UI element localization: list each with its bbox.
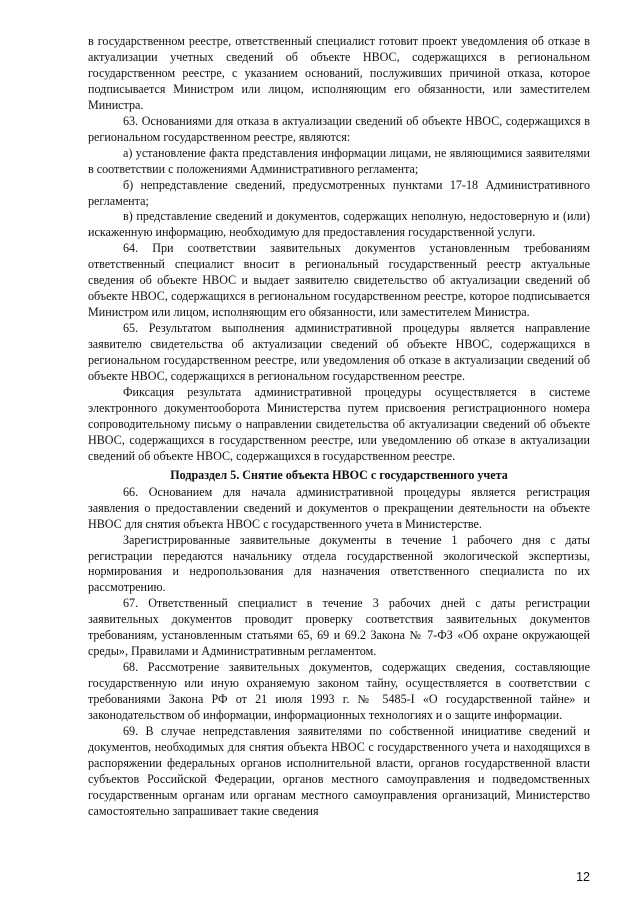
page-number: 12 bbox=[576, 870, 590, 884]
document-page bbox=[88, 34, 590, 820]
paragraph-63: 63. Основаниями для отказа в актуализации сведений об объекте НВОС, содержащихся в региональном государственном реестре, являются: bbox=[88, 113, 590, 144]
paragraph-64: 64. При соответствии заявительных документов установленным требованиям ответственный специалист вносит в региональный государственный реестр актуальные сведения об объекте НВОС и выдает заявителю свидетельство об актуализации сведений об объекте НВОС, содержащихся в региональном государственном реестре, которое подписывается Министром или лицом, исполняющим его обязанности, или заместителем Министра. bbox=[88, 241, 590, 320]
paragraph-65-fixation: Фиксация результата административной процедуры осуществляется в системе электронного документооборота Министерства путем присвоения регистрационного номера сопроводительному письму о направлении свидетельства об актуализации сведений об объекте НВОС, содержащихся в государственном реестре, или уведомлению об отказе в актуализации сведений об объекте НВОС, содержащихся в государственном реестре. bbox=[88, 384, 590, 463]
paragraph-63-v: в) представление сведений и документов, содержащих неполную, недостоверную и (или) искаженную информацию, необходимую для предоставления государственной услуги. bbox=[88, 209, 590, 240]
paragraph-63-a: а) установление факта представления информации лицами, не являющимися заявителями в соответствии с положениями Административного регламента; bbox=[88, 145, 590, 176]
paragraph-69: 69. В случае непредставления заявителями по собственной инициативе сведений и документов, необходимых для снятия объекта НВОС с государственного учета и находящихся в распоряжении федеральных органов исполнительной власти, органов государственной власти субъектов Российской Федерации, органов местного самоуправления и подведомственных государственным органам или органам местного самоуправления организаций, Министерство самостоятельно запрашивает такие сведения bbox=[88, 723, 590, 818]
paragraph-63-b: б) непредставление сведений, предусмотренных пунктами 17-18 Административного регламента; bbox=[88, 177, 590, 208]
paragraph-67: 67. Ответственный специалист в течение 3 рабочих дней с даты регистрации заявительных документов проводит проверку соответствия заявительных документов требованиям, установленным статьями 65, 69 и 69.2 Закона № 7-ФЗ «Об охране окружающей среды», Правилами и Административным регламентом. bbox=[88, 596, 590, 659]
section-heading: Подраздел 5. Снятие объекта НВОС с государственного учета bbox=[170, 467, 508, 482]
paragraph-66: 66. Основанием для начала административной процедуры является регистрация заявления о предоставлении сведений и документов о прекращении деятельности на объекте НВОС для снятия объекта НВОС с государственного учета в Министерстве. bbox=[88, 484, 590, 531]
paragraph-continuation: в государственном реестре, ответственный специалист готовит проект уведомления об отказе в актуализации учетных сведений об объекте НВОС, содержащихся в региональном государственном реестре, с указанием оснований, послуживших причиной отказа, которое подписывается Министром или лицом, исполняющим его обязанности, или заместителем Министра. bbox=[88, 34, 590, 112]
paragraph-68: 68. Рассмотрение заявительных документов, содержащих сведения, составляющие государственную или иную охраняемую законом тайну, осуществляется в соответствии с требованиями Закона РФ от 21 июля 1993 г. № 5485-I «О государственной тайне» и законодательством об информации, информационных технологиях и о защите информации. bbox=[88, 660, 590, 723]
paragraph-65: 65. Результатом выполнения административной процедуры является направление заявителю свидетельства об актуализации сведений об объекте НВОС, содержащихся в региональном государственном реестре, или уведомления об отказе в актуализации сведений об объекте НВОС, содержащихся в региональном государственном реестре. bbox=[88, 321, 590, 384]
paragraph-66-registered: Зарегистрированные заявительные документы в течение 1 рабочего дня с даты регистрации передаются начальнику отдела государственной экологической экспертизы, нормирования и недропользования для назначения ответственного специалиста по их рассмотрению. bbox=[88, 532, 590, 595]
